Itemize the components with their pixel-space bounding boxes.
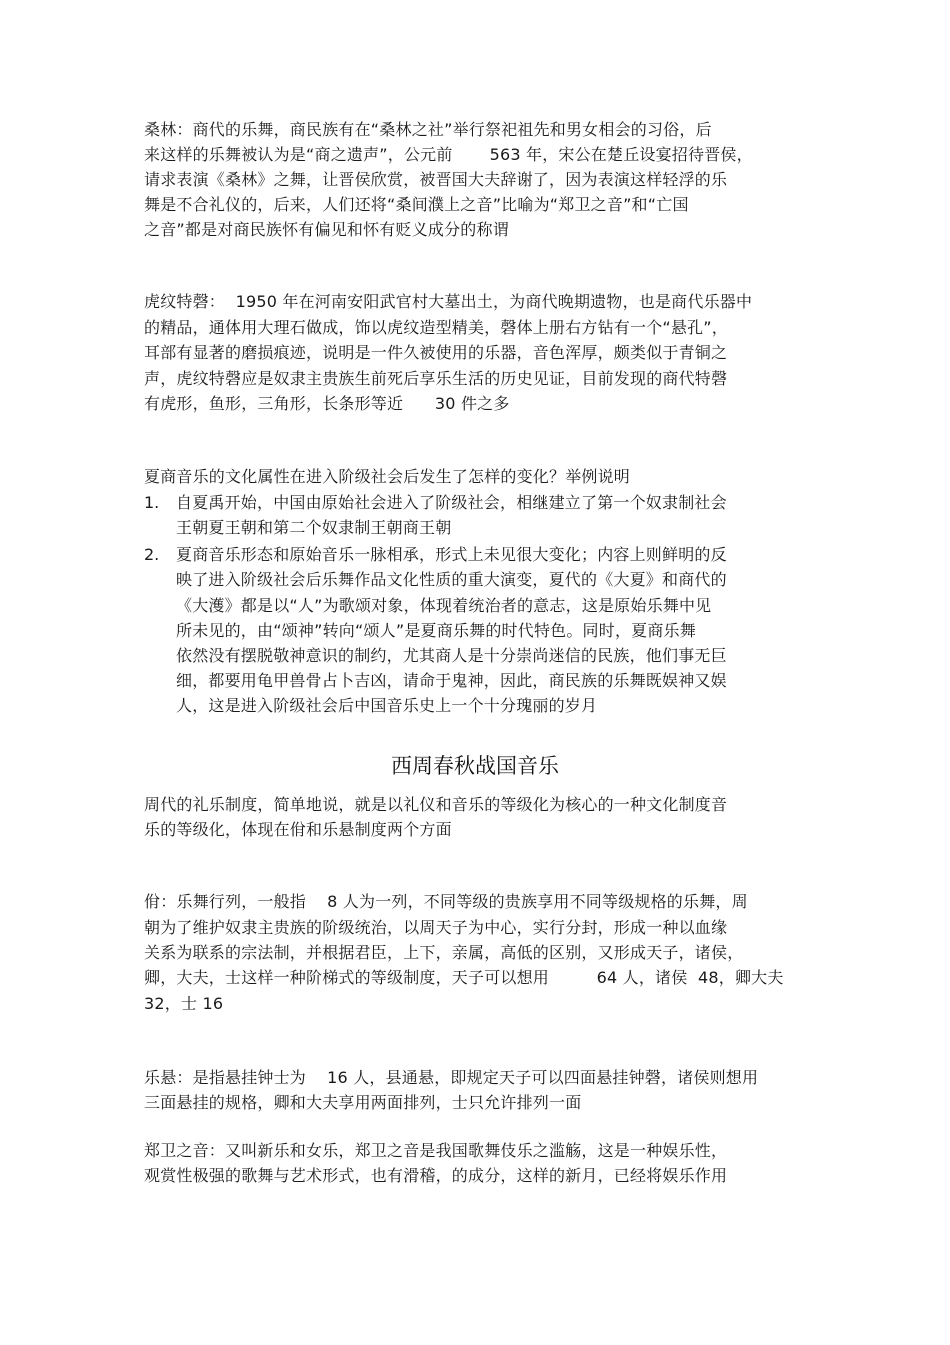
- text-line: 32，士 16: [144, 994, 224, 1013]
- text-line: 有虎形，鱼形，三角形，长条形等近 30 件之多: [144, 394, 510, 413]
- text-line: 之音”都是对商民族怀有偏见和怀有贬义成分的称谓: [144, 220, 509, 239]
- text-line: 关系为联系的宗法制，并根据君臣，上下，亲属，高低的区别，又形成天子，诸侯，: [144, 943, 744, 962]
- text-line: 映了进入阶级社会后乐舞作品文化性质的重大演变，夏代的《大夏》和商代的: [176, 570, 727, 589]
- text-line: 佾：乐舞行列，一般指 8 人为一列，不同等级的贵族享用不同等级规格的乐舞，周: [144, 892, 748, 911]
- text-line: 乐的等级化，体现在佾和乐悬制度两个方面: [144, 820, 452, 839]
- text-line: 耳部有显著的磨损痕迹，说明是一件久被使用的乐器，音色浑厚，颇类似于青铜之: [144, 343, 728, 362]
- text-line: 观赏性极强的歌舞与艺术形式，也有滑稽，的成分，这样的新月，已经将娱乐作用: [144, 1166, 728, 1185]
- text-line: 自夏禹开始，中国由原始社会进入了阶级社会，相继建立了第一个奴隶制社会: [176, 493, 727, 512]
- text-line: 王朝夏王朝和第二个奴隶制王朝商王朝: [176, 518, 452, 537]
- text-line: 周代的礼乐制度，简单地说，就是以礼仪和音乐的等级化为核心的一种文化制度音: [144, 795, 728, 814]
- text-line: 夏商音乐形态和原始音乐一脉相承，形式上未见很大变化；内容上则鲜明的反: [176, 545, 727, 564]
- text-line: 来这样的乐舞被认为是“商之遗声”，公元前 563 年，宋公在楚丘设宴招待晋侯，: [144, 145, 753, 164]
- list-number: 2.: [144, 545, 160, 564]
- text-line: 细，都要用龟甲兽骨占卜吉凶，请命于鬼神，因此，商民族的乐舞既娱神又娱: [176, 671, 727, 690]
- text-line: 依然没有摆脱敬神意识的制约，尤其商人是十分崇尚迷信的民族，他们事无巨: [176, 646, 727, 665]
- text-line: 舞是不合礼仪的，后来，人们还将“桑间濮上之音”比喻为“郑卫之音”和“亡国: [144, 195, 689, 214]
- question-text: 夏商音乐的文化属性在进入阶级社会后发生了怎样的变化？举例说明: [144, 467, 631, 486]
- text-line: 卿，大夫，士这样一种阶梯式的等级制度，天子可以想用 64 人，诸侯 48，卿大夫: [144, 968, 784, 987]
- text-line: 桑林：商代的乐舞，商民族有在“桑林之社”举行祭祀祖先和男女相会的习俗，后: [144, 120, 712, 139]
- list-number: 1.: [144, 493, 160, 512]
- text-line: 声，虎纹特磬应是奴隶主贵族生前死后享乐生活的历史见证，目前发现的商代特磬: [144, 369, 728, 388]
- text-line: 朝为了维护奴隶主贵族的阶级统治，以周天子为中心，实行分封，形成一种以血缘: [144, 918, 728, 937]
- text-line: 三面悬挂的规格，卿和大夫享用两面排列，士只允许排列一面: [144, 1093, 582, 1112]
- text-line: 人，这是进入阶级社会后中国音乐史上一个十分瑰丽的岁月: [176, 696, 598, 715]
- text-line: 郑卫之音：又叫新乐和女乐，郑卫之音是我国歌舞伎乐之滥觞，这是一种娱乐性，: [144, 1141, 728, 1160]
- text-line: 所未见的，由“颂神”转向“颂人”是夏商乐舞的时代特色。同时，夏商乐舞: [176, 621, 696, 640]
- text-line: 请求表演《桑林》之舞，让晋侯欣赏，被晋国大夫辞谢了，因为表演这样轻浮的乐: [144, 170, 728, 189]
- text-line: 《大濩》都是以“人”为歌颂对象，体现着统治者的意志，这是原始乐舞中见: [176, 596, 712, 615]
- section-heading: 西周春秋战国音乐: [391, 754, 559, 778]
- text-line: 的精品，通体用大理石做成，饰以虎纹造型精美，磬体上册右方钻有一个“悬孔”，: [144, 318, 728, 337]
- text-line: 虎纹特磬： 1950 年在河南安阳武官村大墓出土，为商代晚期遗物，也是商代乐器中: [144, 292, 753, 311]
- text-line: 乐悬：是指悬挂钟士为 16 人，县通悬，即规定天子可以四面悬挂钟磬，诸侯则想用: [144, 1068, 759, 1087]
